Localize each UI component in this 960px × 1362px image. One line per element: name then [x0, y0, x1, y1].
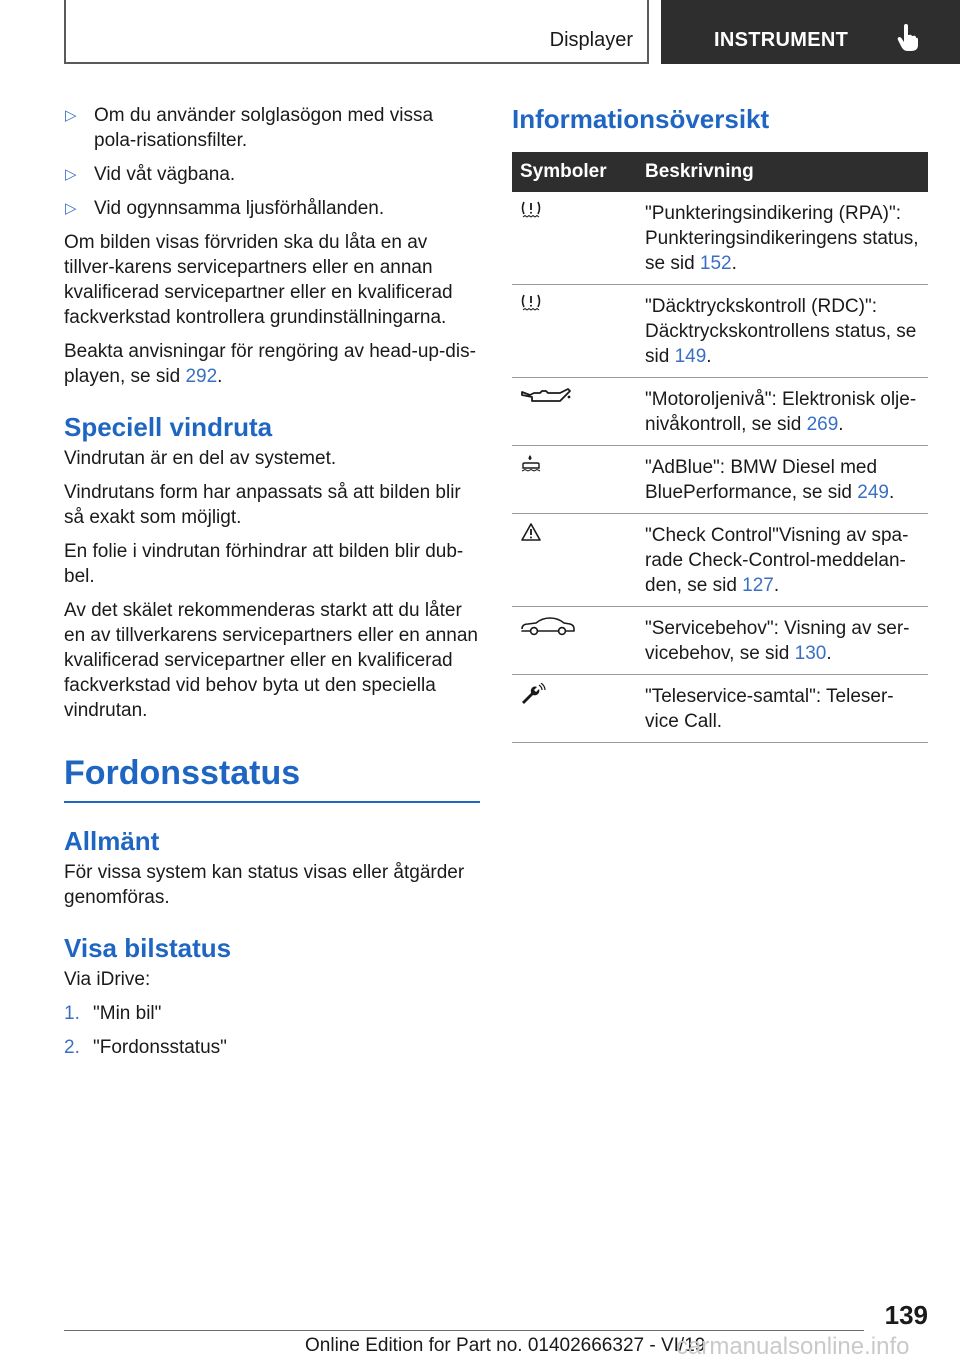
service-car-icon: [520, 615, 576, 637]
left-column: [64, 103, 480, 1069]
table-header-row: [512, 152, 928, 192]
triangle-bullet-icon: ▷: [65, 200, 77, 217]
page-link[interactable]: 149: [674, 346, 707, 367]
section-heading: Speciell vindruta: [64, 412, 273, 442]
section-heading: Visa bilstatus: [64, 933, 232, 963]
page-link[interactable]: 152: [699, 253, 732, 274]
wrench-call-icon: [520, 683, 546, 705]
footer-edition: Online Edition for Part no. 01402666327 - VI/19: [305, 1335, 706, 1356]
header-chapter-title: INSTRUMENT: [714, 29, 849, 51]
pointing-hand-icon: [897, 24, 919, 52]
section-heading: Allmänt: [64, 826, 160, 856]
right-column: [512, 103, 928, 743]
adblue-icon: [520, 454, 542, 474]
step-number: 1.: [64, 1003, 80, 1024]
footer-divider: [64, 1330, 864, 1331]
symbol-table: [512, 152, 928, 743]
list-item: ▷ Vid ogynnsamma ljusförhållanden.: [65, 198, 385, 219]
table-row: "Check Control"Visning av spa-rade Check-Control-meddelan-den, se sid 127.: [512, 514, 928, 607]
list-item: ▷ Om du använder solglasögon med vissa pola-risationsfilter.: [65, 105, 434, 151]
page-number: 139: [884, 1300, 928, 1330]
tire-warning-icon: [520, 200, 542, 220]
paragraph: Beakta anvisningar för rengöring av head-up-dis-playen, se sid 292.: [64, 341, 476, 387]
header-section-tab: [64, 0, 649, 64]
page-link[interactable]: 269: [806, 414, 839, 435]
list-item: ▷ Vid våt vägbana.: [65, 164, 236, 185]
paragraph: Av det skälet rekommenderas starkt att du låter en av tillverkarens servicepartners eller en annan kvalificerad servicepartner eller en kvalificerad fackverkstad vid behov byta ut den speciella vindrutan.: [64, 600, 478, 721]
page-link[interactable]: 249: [857, 482, 889, 503]
column-header: Beskrivning: [637, 152, 928, 192]
header-chapter-tab: [661, 0, 960, 64]
step-item: [64, 1035, 480, 1060]
section-heading: Informationsöversikt: [512, 104, 770, 134]
page-link[interactable]: 130: [794, 643, 827, 664]
step-text: "Min bil": [93, 1003, 162, 1024]
warning-triangle-icon: [520, 522, 542, 542]
page-link[interactable]: 127: [742, 575, 774, 596]
step-item: [64, 1001, 480, 1026]
step-text: "Fordonsstatus": [93, 1037, 227, 1058]
table-row: "AdBlue": BMW Diesel med BluePerformance, se sid 249.: [512, 446, 928, 514]
tire-pressure-icon: [520, 293, 542, 313]
paragraph: Vindrutans form har anpassats så att bilden blir så exakt som möjligt.: [64, 482, 461, 528]
table-row: "Motoroljenivå": Elektronisk olje-nivåkontroll, se sid 269.: [512, 378, 928, 446]
paragraph: Vindrutan är en del av systemet.: [64, 448, 337, 469]
paragraph: Via iDrive:: [64, 969, 151, 990]
table-row: "Teleservice-samtal": Teleser-vice Call.: [512, 675, 928, 743]
chapter-heading: Fordonsstatus: [64, 751, 480, 803]
paragraph: För vissa system kan status visas eller åtgärder genomföras.: [64, 862, 465, 908]
step-number: 2.: [64, 1037, 80, 1058]
table-row: "Punkteringsindikering (RPA)": Punkteringsindikeringens status, se sid 152.: [512, 192, 928, 285]
column-header: Symboler: [512, 152, 637, 192]
oil-can-icon: [520, 386, 572, 408]
triangle-bullet-icon: ▷: [65, 166, 77, 183]
watermark: carmanualsonline.info: [676, 1333, 910, 1360]
header-section-title: Displayer: [549, 29, 633, 51]
table-row: "Däcktryckskontroll (RDC)": Däcktryckskontrollens status, se sid 149.: [512, 285, 928, 378]
table-row: "Servicebehov": Visning av ser-vicebehov, se sid 130.: [512, 607, 928, 675]
paragraph: Om bilden visas förvriden ska du låta en av tillver-karens servicepartners eller en annan kvalificerad servicepartner eller en kvalificerad fackverkstad kontrollera grundinställningarna.: [64, 232, 453, 328]
page-link[interactable]: 292: [185, 366, 218, 387]
triangle-bullet-icon: ▷: [65, 107, 77, 124]
paragraph: En folie i vindrutan förhindrar att bilden blir dub-bel.: [64, 541, 464, 587]
